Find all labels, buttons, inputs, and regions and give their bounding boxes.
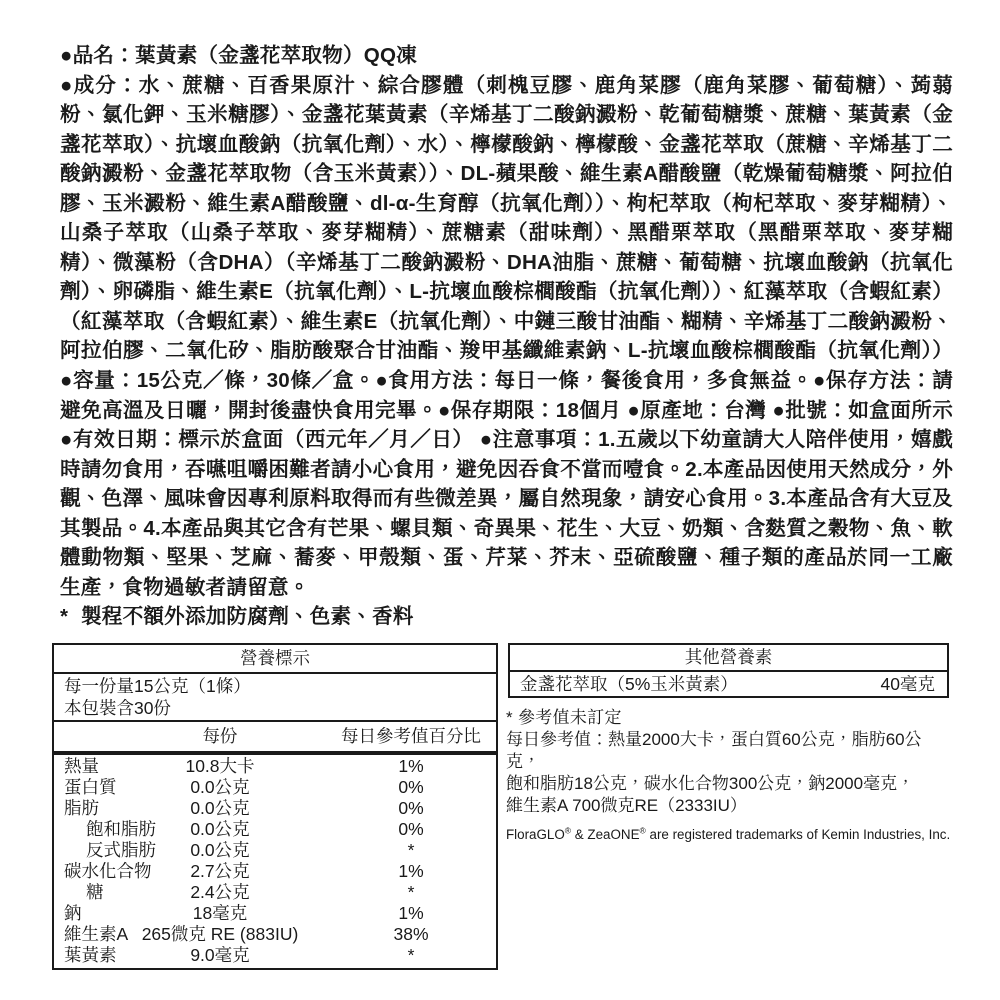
nutrition-row (54, 777, 496, 798)
nutrient-label: 糖 (86, 882, 104, 902)
nutrient-amount: 9.0毫克 (190, 945, 250, 965)
servings-per-pack-line: 本包裝含30份 (64, 698, 171, 718)
nutrient-label: 鈉 (64, 903, 82, 923)
daily-reference-values (506, 729, 954, 817)
nutrition-facts-table (52, 643, 498, 970)
nutrition-row (54, 903, 496, 924)
trademark-text: are registered trademarks of Kemin Industries, Inc. (645, 827, 951, 842)
nutrition-title: 營養標示 (54, 645, 496, 674)
no-additives-note (60, 602, 953, 632)
column-header-row (54, 722, 496, 755)
nutrient-amount: 2.4公克 (190, 882, 250, 902)
nutrient-daily-value: * (407, 882, 415, 902)
asterisk-marker: * (60, 605, 69, 629)
ingredients-paragraph: ●成分：水、蔗糖、百香果原汁、綜合膠體（刺槐豆膠、鹿角菜膠（鹿角菜膠、葡萄糖）、蒟蒻粉、氯化鉀、玉米糖膠）、金盞花葉黃素（辛烯基丁二酸鈉澱粉、乾葡萄糖漿、蔗糖、葉黃素（金盞花萃取）、抗壞血酸鈉（抗氧化劑）、水）、檸檬酸鈉、檸檬酸、金盞花萃取（蔗糖、辛烯基丁二酸鈉澱粉、金盞花萃取物（含玉米黃素））、DL-蘋果酸、維生素A醋酸鹽（乾燥葡萄糖漿、阿拉伯膠、玉米澱粉、維生素A醋酸鹽、dl-α-生育醇（抗氧化劑））、枸杞萃取（枸杞萃取、麥芽糊精）、山桑子萃取（山桑子萃取、麥芽糊精）、蔗糖素（甜味劑）、黑醋栗萃取（黑醋栗萃取、麥芽糊精）、微藻粉（含DHA）（辛烯基丁二酸鈉澱粉、DHA油脂、蔗糖、葡萄糖、抗壞血酸鈉（抗氧化劑）、卵磷脂、維生素E（抗氧化劑）、L-抗壞血酸棕櫚酸酯（抗氧化劑））、紅藻萃取（含蝦紅素）（紅藻萃取（含蝦紅素）、維生素E（抗氧化劑）、中鏈三酸甘油酯、糊精、辛烯基丁二酸鈉澱粉、阿拉伯膠、二氧化矽、脂肪酸聚合甘油酯、羧甲基纖維素鈉、L-抗壞血酸棕櫚酸酯（抗氧化劑）） ●容量：15公克／條，30條／盒。●食用方法：每日一條，餐後食用，多食無益。●保存方法：請避免高溫及日曬，開封後盡快食用完畢。●保存期限：18個月 ●原產地：台灣 ●批號：如盒面所示 ●有效日期：標示於盒面（西元年／月／日） ●注意事項：1.五歲以下幼童請大人陪伴使用，嬉戲時請勿食用，吞嚥咀嚼困難者請小心食用，避免因吞食不當而噎食。2.本產品因使用天然成分，外觀、色澤、風味會因專利原料取得而有些微差異，屬自然現象，請安心食用。3.本產品含有大豆及其製品。4.本產品與其它含有芒果、螺貝類、奇異果、花生、大豆、奶類、含麩質之穀物、魚、軟體動物類、堅果、芝麻、蕎麥、甲殼類、蛋、芹菜、芥末、亞硫酸鹽、種子類的產品於同一工廠生產，食物過敏者請留意。 (60, 73, 953, 599)
nutrient-daily-value: 0% (398, 798, 424, 818)
nutrient-daily-value: * (407, 840, 415, 860)
other-nutrient-row (510, 672, 947, 696)
per-serving-column-header: 每份 (202, 726, 238, 746)
nutrient-amount: 0.0公克 (190, 777, 250, 797)
nutrition-row (54, 861, 496, 882)
nutrient-label: 反式脂肪 (86, 840, 156, 860)
serving-info (54, 674, 496, 722)
nutrient-label: 熱量 (64, 756, 99, 776)
daily-reference-line: 維生素A 700微克RE（2333IU） (506, 796, 747, 815)
nutrient-amount: 10.8大卡 (185, 756, 255, 776)
nutrient-label: 脂肪 (64, 798, 99, 818)
nutrient-amount: 2.7公克 (190, 861, 250, 881)
nutrient-label: 葉黃素 (64, 945, 117, 965)
nutrient-daily-value: 38% (393, 924, 429, 944)
daily-reference-line: 飽和脂肪18公克，碳水化合物300公克，鈉2000毫克， (506, 774, 915, 793)
other-nutrient-label: 金盞花萃取（5%玉米黃素） (520, 674, 738, 694)
reference-footnote: * 參考值未訂定 (506, 708, 622, 727)
nutrient-amount: 0.0公克 (190, 819, 250, 839)
nutrient-amount: 0.0公克 (190, 798, 250, 818)
trademark-note (506, 827, 954, 843)
label-body-text (60, 41, 953, 632)
nutrient-daily-value: 1% (398, 756, 424, 776)
other-nutrient-amount: 40毫克 (880, 674, 935, 694)
nutrient-amount: 265微克 RE (883IU) (141, 924, 299, 944)
nutrient-label: 飽和脂肪 (86, 819, 156, 839)
trademark-name: & ZeaONE (571, 827, 640, 842)
daily-reference-line: 每日參考值：熱量2000大卡，蛋白質60公克，脂肪60公克， (506, 730, 922, 771)
nutrition-row (54, 798, 496, 819)
registered-symbol: ® (639, 825, 646, 836)
nutrient-daily-value: 0% (398, 819, 424, 839)
daily-value-column-header: 每日參考值百分比 (341, 726, 481, 746)
footnotes-block (506, 707, 954, 843)
nutrient-label: 碳水化合物 (64, 861, 152, 881)
serving-size-line: 每一份量15公克（1條） (64, 676, 251, 696)
nutrition-rows (54, 755, 496, 968)
nutrient-label: 蛋白質 (64, 777, 117, 797)
trademark-name: FloraGLO (506, 827, 565, 842)
nutrient-daily-value: * (407, 945, 415, 965)
other-nutrients-title: 其他營養素 (510, 645, 947, 672)
nutrient-daily-value: 1% (398, 903, 424, 923)
nutrition-row (54, 924, 496, 945)
registered-symbol: ® (564, 825, 572, 836)
product-name-line: ●品名：葉黃素（金盞花萃取物）QQ凍 (60, 44, 417, 67)
nutrition-row (54, 882, 496, 903)
nutrition-row (54, 819, 496, 840)
nutrition-row (54, 756, 496, 777)
nutrition-row (54, 945, 496, 966)
no-additives-note-text: 製程不額外添加防腐劑、色素、香料 (81, 605, 414, 629)
nutrient-daily-value: 0% (398, 777, 424, 797)
nutrient-daily-value: 1% (398, 861, 424, 881)
nutrient-amount: 18毫克 (192, 903, 248, 923)
nutrition-row (54, 840, 496, 861)
nutrient-amount: 0.0公克 (190, 840, 250, 860)
other-nutrients-table (508, 643, 949, 698)
nutrient-label: 維生素A (64, 924, 129, 944)
